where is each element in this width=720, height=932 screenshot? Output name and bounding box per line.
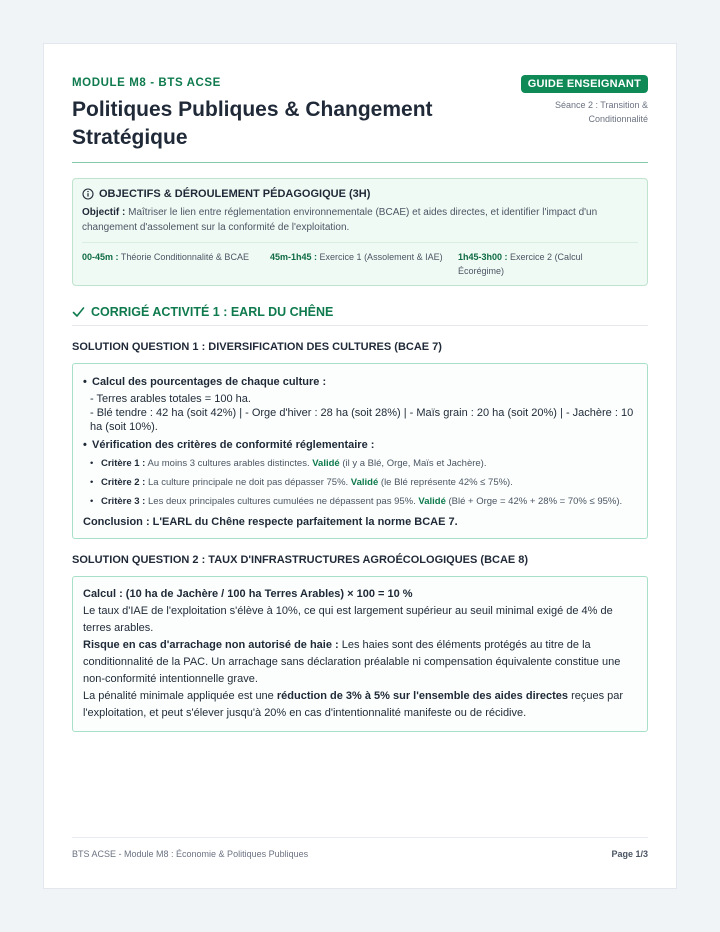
criterion-note: (le Blé représente 42% ≤ 75%). — [380, 477, 513, 488]
footer-text: BTS ACSE - Module M8 : Économie & Politiques Publiques — [72, 849, 309, 859]
criterion-item: • Critère 3 : Les deux principales cultures cumulées ne dépassent pas 95%. Validé (Blé + Orge = 42% + 28% = 70% ≤ 95%). — [90, 496, 623, 507]
objectives-title-row — [82, 188, 638, 200]
schedule-item — [270, 250, 458, 278]
bullet-text: Calcul des pourcentages de chaque culture : — [92, 376, 327, 388]
criterion-label: Critère 2 : — [101, 477, 146, 488]
bullet-item: • Vérification des critères de conformité réglementaire : — [83, 439, 375, 451]
criterion-note: (Blé + Orge = 42% + 28% = 70% ≤ 95%). — [448, 496, 623, 507]
objective-text — [82, 205, 638, 235]
criterion-item: • Critère 2 : La culture principale ne doit pas dépasser 75%. Validé (le Blé représente 42% ≤ 75%). — [90, 477, 513, 488]
schedule-item — [458, 250, 608, 278]
schedule-text: Exercice 2 (Calcul Écorégime) — [458, 252, 583, 276]
check-icon — [72, 306, 85, 318]
bullet-text: Vérification des critères de conformité réglementaire : — [92, 439, 375, 451]
status-valid: Validé — [418, 496, 446, 507]
paragraph: Le taux d'IAE de l'exploitation s'élève à 10%, ce qui est largement supérieur au seuil minimal exigé de 4% de terres arables. — [83, 605, 613, 634]
risk-text: Les haies sont des éléments protégés au titre de la conditionnalité de la PAC. Un arrachage sans déclaration préalable ni compensation équivalente constitue une non-conformité intentionnelle grave. — [83, 639, 621, 685]
page-number: Page 1/3 — [611, 849, 648, 859]
schedule-item — [82, 250, 270, 278]
objective-label: Objectif : — [82, 207, 126, 218]
criterion-item: • Critère 1 : Au moins 3 cultures arables distinctes. Validé (il y a Blé, Orge, Maïs et Jachère). — [90, 458, 487, 469]
conclusion: Conclusion : L'EARL du Chêne respecte parfaitement la norme BCAE 7. — [83, 516, 458, 528]
document-header — [72, 44, 648, 163]
question-1-title: SOLUTION QUESTION 1 : DIVERSIFICATION DES CULTURES (BCAE 7) — [72, 341, 442, 353]
penalty-highlight: réduction de 3% à 5% sur l'ensemble des aides directes — [276, 690, 569, 702]
penalty-text: reçues par l'exploitation, et peut s'élever jusqu'à 20% en cas d'intentionnalité manifeste ou de récidive. — [83, 690, 624, 719]
question-1-answer-box — [72, 363, 648, 539]
info-icon — [82, 188, 94, 200]
status-valid: Validé — [350, 477, 379, 488]
schedule-text: Théorie Conditionnalité & BCAE — [120, 252, 249, 262]
criterion-note: (il y a Blé, Orge, Maïs et Jachère). — [342, 458, 487, 469]
paragraph — [83, 688, 637, 722]
session-label: Séance 2 : Transition & Conditionnalité — [554, 100, 648, 124]
schedule-time: 45m-1h45 : — [270, 252, 318, 262]
objectives-box — [72, 178, 648, 286]
objective-description: Maîtriser le lien entre réglementation environnementale (BCAE) et aides directes, et identifier l'impact d'un changement d'assolement sur la conformité de l'exploitation. — [82, 207, 598, 233]
module-label: MODULE M8 - BTS ACSE — [72, 77, 221, 89]
calculation-line: Calcul : (10 ha de Jachère / 100 ha Terres Arables) × 100 = 10 % — [83, 588, 413, 600]
document-page — [43, 43, 677, 889]
question-2-answer-box — [72, 576, 648, 732]
risk-label: Risque en cas d'arrachage non autorisé de haie : — [83, 639, 339, 651]
schedule-text: Exercice 1 (Assolement & IAE) — [319, 252, 443, 262]
section-title: CORRIGÉ ACTIVITÉ 1 : EARL DU CHÊNE — [91, 305, 334, 319]
page-footer — [72, 837, 648, 859]
penalty-text: La pénalité minimale appliquée est une — [83, 690, 277, 702]
status-valid: Validé — [312, 458, 340, 469]
objectives-title: OBJECTIFS & DÉROULEMENT PÉDAGOGIQUE (3H) — [99, 188, 371, 200]
teacher-guide-badge: GUIDE ENSEIGNANT — [521, 75, 648, 93]
calc-line: - Blé tendre : 42 ha (soit 42%) | - Orge d'hiver : 28 ha (soit 28%) | - Maïs grain : 20 ha (soit 20%) | - Jachère : 10 ha (soit 10%). — [90, 407, 634, 433]
schedule-time: 00-45m : — [82, 252, 119, 262]
schedule-row — [82, 242, 638, 278]
criterion-text: Les deux principales cultures cumulées ne dépassent pas 95%. — [148, 496, 416, 507]
question-2-title: SOLUTION QUESTION 2 : TAUX D'INFRASTRUCTURES AGROÉCOLOGIQUES (BCAE 8) — [72, 554, 529, 566]
bullet-item: • Calcul des pourcentages de chaque culture : — [83, 376, 327, 388]
page-title: Politiques Publiques & Changement Stratégique — [72, 98, 433, 149]
section-heading — [72, 305, 648, 326]
paragraph — [83, 637, 637, 688]
schedule-time: 1h45-3h00 : — [458, 252, 508, 262]
criterion-label: Critère 1 : — [101, 458, 146, 469]
criterion-label: Critère 3 : — [101, 496, 146, 507]
criterion-text: Au moins 3 cultures arables distinctes. — [147, 458, 310, 469]
calc-line: - Terres arables totales = 100 ha. — [90, 393, 251, 405]
criterion-text: La culture principale ne doit pas dépasser 75%. — [148, 477, 349, 488]
